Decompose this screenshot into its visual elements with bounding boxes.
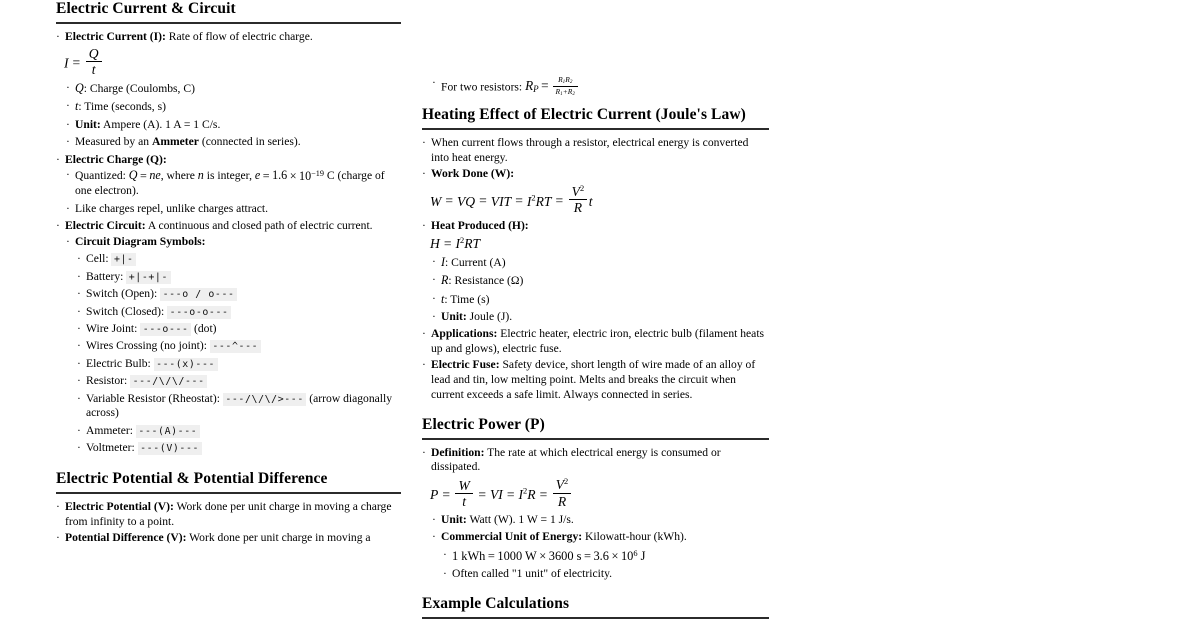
text-unit: Ampere (A). 1 A = 1 C/s.	[100, 117, 221, 131]
section-divider	[422, 617, 769, 619]
bullet-icon: ·	[432, 254, 436, 268]
symbol-q: Q	[75, 80, 84, 95]
term-electric-current: Electric Current (I):	[65, 29, 166, 43]
list-item	[77, 339, 401, 354]
list-item	[77, 270, 401, 285]
bullet-icon: ·	[56, 530, 60, 544]
symbol-code: ---o-o---	[167, 306, 231, 319]
list-item-power-definition	[422, 446, 769, 476]
list-item-current-unit	[66, 118, 401, 133]
list-item-t-definition	[432, 292, 769, 308]
section-electric-current-circuit	[56, 0, 401, 456]
bullet-icon: ·	[56, 219, 60, 233]
list-item-i-definition	[432, 255, 769, 271]
list-heat-symbols	[432, 255, 769, 325]
symbol-name: Resistor:	[86, 374, 131, 388]
label-unit: Unit:	[75, 117, 101, 131]
formula-work-done: W = VQ = VIT = $I^2RT$ = $\frac{V^2}{R}$ t	[430, 182, 593, 215]
symbol-code: +|-+|-	[126, 271, 170, 284]
bullet-icon: ·	[66, 135, 70, 149]
symbol-code: ---o / o---	[160, 288, 237, 301]
label-quantized: Quantized:	[75, 169, 129, 183]
list-item-potential-difference	[56, 531, 401, 546]
bullet-icon: ·	[77, 423, 81, 437]
list-item-work-done	[422, 167, 769, 182]
text-electric-current: Rate of flow of electric charge.	[165, 29, 313, 43]
bullet-icon: ·	[432, 512, 436, 526]
list-item	[77, 322, 401, 337]
term-potential-difference: Potential Difference (V):	[65, 530, 187, 544]
symbol-name: Ammeter:	[86, 423, 136, 437]
list-item	[77, 287, 401, 302]
bullet-icon: ·	[66, 235, 70, 249]
list-item	[77, 252, 401, 267]
list-item-electric-fuse	[422, 358, 769, 403]
bullet-icon: ·	[77, 287, 81, 301]
bullet-icon: ·	[422, 166, 426, 180]
label-unit: Unit:	[441, 309, 467, 323]
list-electric-potential	[56, 500, 401, 546]
bullet-icon: ·	[422, 327, 426, 341]
bullet-icon: ·	[443, 567, 447, 581]
list-current-symbols	[66, 81, 401, 150]
bullet-icon: ·	[66, 168, 70, 182]
section-electric-potential	[56, 470, 401, 545]
bullet-icon: ·	[66, 80, 70, 94]
bullet-icon: ·	[422, 445, 426, 459]
text-t-definition: : Time (s)	[444, 292, 490, 306]
term-applications: Applications:	[431, 327, 498, 341]
symbol-code: ---/\/\/---	[130, 375, 207, 388]
section-divider	[56, 22, 401, 24]
bullet-icon: ·	[77, 441, 81, 455]
bullet-icon: ·	[443, 547, 447, 561]
bullet-icon: ·	[432, 309, 436, 323]
text-heating-intro: When current flows through a resistor, electrical energy is converted into heat energy.	[431, 135, 749, 164]
list-item-one-unit	[443, 567, 769, 582]
list-circuit-symbols	[77, 252, 401, 456]
symbol-note: (dot)	[191, 322, 217, 336]
section-title-heating-effect: Heating Effect of Electric Current (Joule's Law)	[422, 106, 746, 124]
bullet-icon: ·	[77, 356, 81, 370]
symbol-t: t	[75, 99, 79, 114]
symbol-name: Switch (Open):	[86, 287, 161, 301]
symbol-t: t	[441, 291, 445, 306]
list-power-details	[432, 513, 769, 582]
list-parallel-resistors	[432, 76, 769, 97]
list-item-electric-current-def	[56, 30, 401, 45]
term-circuit-diagram-symbols: Circuit Diagram Symbols:	[75, 235, 206, 249]
symbol-name: Switch (Closed):	[86, 304, 168, 318]
section-title-electric-current-circuit: Electric Current & Circuit	[56, 0, 236, 17]
list-circuit-symbols-group	[66, 235, 401, 456]
list-kwh-details	[443, 548, 769, 583]
formula-elementary-charge: $e = 1.6 \times 10^{-19}$	[254, 168, 324, 183]
symbol-name: Variable Resistor (Rheostat):	[86, 391, 223, 405]
text-electric-potential: Work done per unit charge in moving a charge from infinity to a point.	[65, 499, 392, 528]
bullet-icon: ·	[432, 530, 436, 544]
bullet-icon: ·	[66, 117, 70, 131]
text-electric-circuit: A continuous and closed path of electric current.	[145, 219, 373, 233]
bullet-icon: ·	[66, 99, 70, 113]
formula-q-equals-ne: Q = ne	[128, 168, 161, 183]
formula-kwh: 1 kWh = 1000 W × 3600 $s = 3.6 \times 10^6$ J	[452, 547, 646, 563]
list-item-electric-potential	[56, 500, 401, 530]
bullet-icon: ·	[422, 358, 426, 372]
symbol-note: (arrow diagonally across)	[86, 391, 393, 420]
section-example-calculations	[422, 595, 769, 619]
term-commercial-unit: Commercial Unit of Energy:	[441, 530, 583, 544]
bullet-icon: ·	[77, 322, 81, 336]
bullet-icon: ·	[56, 499, 60, 513]
text-commercial-unit: Kilowatt-hour (kWh).	[582, 530, 687, 544]
bullet-icon: ·	[66, 201, 70, 215]
list-item-t-definition	[66, 99, 401, 115]
list-item-heating-intro	[422, 136, 769, 166]
text-quantized-mid2: is integer,	[203, 169, 255, 183]
section-divider	[422, 438, 769, 440]
bullet-icon: ·	[422, 135, 426, 149]
term-work-done: Work Done (W):	[431, 166, 515, 180]
bullet-icon: ·	[56, 152, 60, 166]
section-title-electric-power: Electric Power (P)	[422, 415, 545, 433]
bullet-icon: ·	[77, 252, 81, 266]
list-item-power-unit	[432, 513, 769, 528]
symbol-i: I	[441, 254, 446, 269]
text-quantized-mid: , where	[160, 169, 198, 183]
bullet-icon: ·	[56, 29, 60, 43]
term-electric-potential: Electric Potential (V):	[65, 499, 174, 513]
equation-power	[422, 477, 769, 508]
list-item-applications	[422, 327, 769, 357]
bullet-icon: ·	[422, 219, 426, 233]
list-item-heat-unit	[432, 310, 769, 325]
bullet-icon: ·	[77, 339, 81, 353]
text-measured-prefix: Measured by an	[75, 135, 152, 149]
list-item-r-definition	[432, 273, 769, 289]
symbol-code: ---/\/\/>---	[223, 393, 307, 406]
symbol-r: R	[441, 273, 449, 288]
list-item	[77, 392, 401, 422]
symbol-name: Voltmeter:	[86, 441, 138, 455]
term-electric-circuit: Electric Circuit:	[65, 219, 146, 233]
label-two-resistors: For two resistors:	[441, 80, 526, 94]
list-electric-current	[56, 30, 401, 456]
left-column	[56, 0, 401, 626]
term-ammeter: Ammeter	[151, 135, 199, 149]
symbol-name: Cell:	[86, 252, 112, 266]
bullet-icon: ·	[77, 391, 81, 405]
text-one-unit: Often called "1 unit" of electricity.	[452, 567, 613, 581]
symbol-code: ---o---	[140, 323, 191, 336]
label-unit: Unit:	[441, 512, 467, 526]
text-potential-difference: Work done per unit charge in moving a	[186, 530, 371, 544]
right-column	[422, 0, 769, 626]
section-electric-power	[422, 416, 769, 582]
list-item-two-resistors	[432, 76, 769, 97]
bullet-icon: ·	[77, 374, 81, 388]
list-item	[77, 424, 401, 439]
list-item	[77, 305, 401, 320]
equation-heat-produced	[422, 236, 769, 251]
formula-i-equals-q-over-t: I = $\frac{Q}{t}$	[64, 47, 401, 77]
symbol-name: Wires Crossing (no joint):	[86, 339, 210, 353]
bullet-icon: ·	[432, 291, 436, 305]
text-electric-fuse: Safety device, short length of wire made of an alloy of lead and tin, low melting point. Melts and breaks the circuit when current exceeds a safe limit. Always connected in series.	[431, 358, 756, 401]
bullet-icon: ·	[432, 76, 436, 89]
term-heat-produced: Heat Produced (H):	[431, 219, 529, 233]
text-unit: Joule (J).	[466, 309, 513, 323]
formula-heat-produced: $H = I^2RT$	[430, 234, 481, 252]
list-item-heat-produced	[422, 219, 769, 234]
text-quantized-unit: C	[324, 169, 335, 183]
section-divider	[56, 492, 401, 494]
list-item-electric-charge	[56, 153, 401, 168]
list-item-electric-circuit	[56, 219, 401, 234]
text-quantized-tail: (charge of one electron).	[75, 169, 385, 198]
list-item-q-definition	[66, 81, 401, 97]
symbol-name: Electric Bulb:	[86, 356, 154, 370]
section-divider	[422, 128, 769, 130]
text-like-charges: Like charges repel, unlike charges attract.	[75, 201, 269, 215]
symbol-code: ---(V)---	[138, 442, 202, 455]
list-electric-power	[422, 446, 769, 583]
list-item	[77, 357, 401, 372]
section-title-example-calculations: Example Calculations	[422, 595, 570, 613]
symbol-name: Wire Joint:	[86, 322, 141, 336]
list-item-circuit-symbols-heading	[66, 235, 401, 250]
text-definition: The rate at which electrical energy is consumed or dissipated.	[431, 445, 721, 474]
right-column-top-offset	[422, 0, 769, 76]
list-item-like-charges	[66, 202, 401, 217]
bullet-icon: ·	[77, 269, 81, 283]
text-i-definition: : Current (A)	[445, 255, 506, 269]
section-heating-effect	[422, 106, 769, 403]
list-charge-properties	[66, 168, 401, 216]
bullet-icon: ·	[77, 304, 81, 318]
list-item-ammeter	[66, 135, 401, 150]
term-electric-fuse: Electric Fuse:	[431, 358, 500, 372]
text-t-definition: : Time (seconds, s)	[78, 100, 166, 114]
symbol-code: ---(x)---	[154, 358, 218, 371]
equation-work-done	[422, 184, 769, 215]
section-title-electric-potential: Electric Potential & Potential Difference	[56, 470, 328, 488]
list-item-commercial-unit	[432, 530, 769, 545]
term-definition: Definition:	[431, 445, 485, 459]
list-item	[77, 374, 401, 389]
bullet-icon: ·	[432, 273, 436, 287]
formula-parallel-resistance: $R_P$ = $\frac{R_1R_2}{R_1+R_2}$	[525, 78, 579, 93]
text-r-definition: : Resistance (Ω)	[448, 274, 524, 288]
text-applications: Electric heater, electric iron, electric bulb (filament heats up and glows), electric fuse.	[431, 327, 765, 356]
list-item-kwh-equation	[443, 548, 769, 565]
text-measured-suffix: (connected in series).	[198, 135, 301, 149]
list-item-quantized	[66, 168, 401, 199]
formula-electric-power: P = $\frac{W}{t}$ = VI = $I^2R$ = $\frac{V^2}{R}$	[430, 477, 769, 508]
list-heating-effect	[422, 136, 769, 403]
text-unit: Watt (W). 1 W = 1 J/s.	[466, 512, 574, 526]
equation-current	[56, 47, 401, 77]
symbol-code: ---(A)---	[136, 425, 200, 438]
symbol-n: n	[197, 168, 204, 183]
list-item	[77, 441, 401, 456]
symbol-name: Battery:	[86, 269, 127, 283]
symbol-code: +|-	[111, 253, 136, 266]
text-q-definition: : Charge (Coulombs, C)	[83, 81, 195, 95]
symbol-code: ---^---	[210, 340, 261, 353]
term-electric-charge: Electric Charge (Q):	[65, 152, 167, 166]
